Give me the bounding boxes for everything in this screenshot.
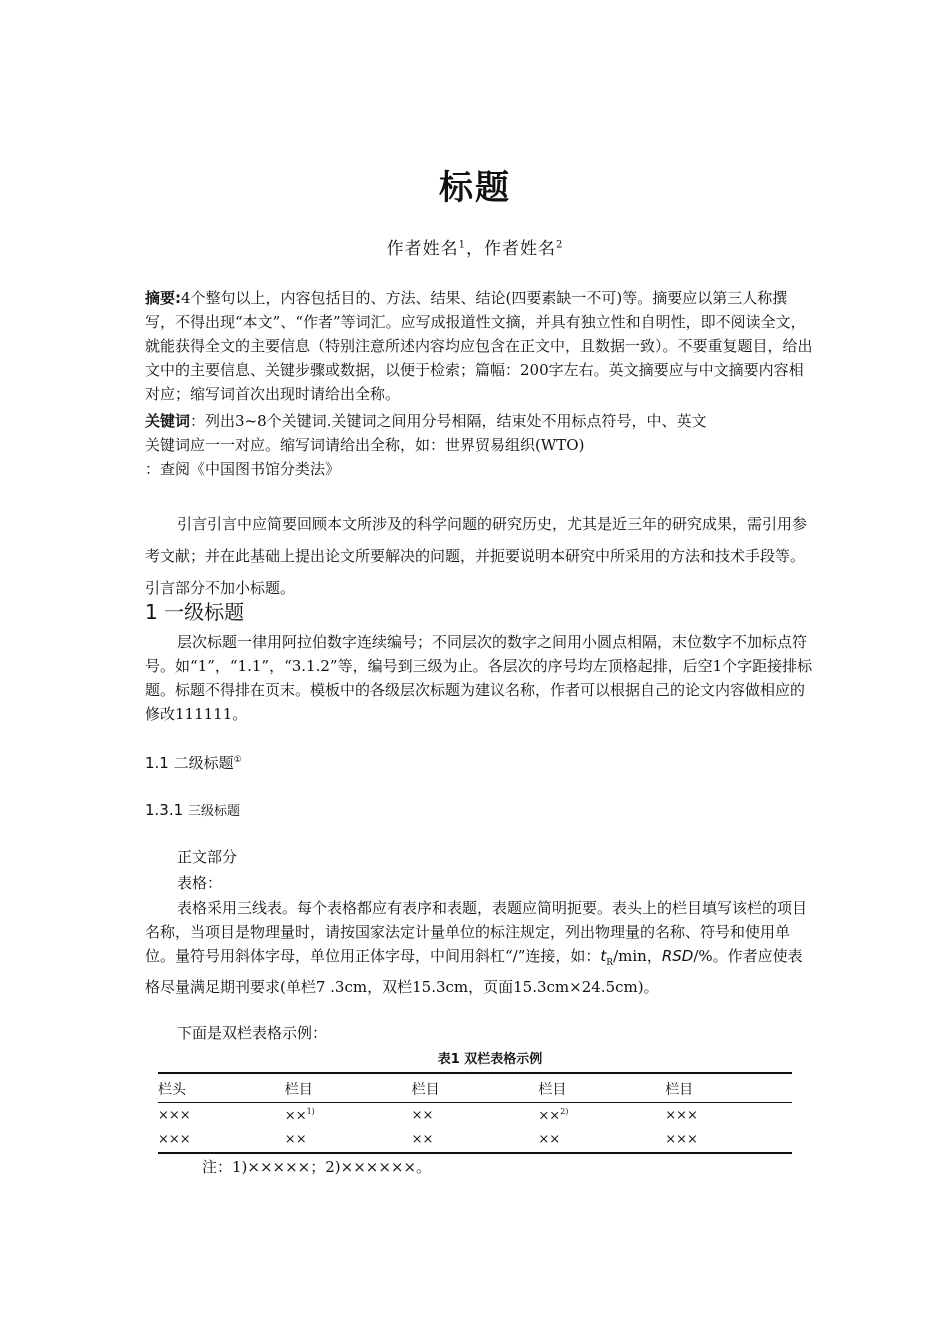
- header-cell: 栏目: [538, 1073, 665, 1103]
- header-cell: 栏头: [158, 1073, 285, 1103]
- symbol-rsd: RSD: [661, 947, 694, 965]
- heading-level-3: [145, 800, 240, 819]
- symbol-t: t: [600, 947, 607, 965]
- table-cell: ××: [285, 1128, 412, 1153]
- table-cell: ××: [411, 1107, 434, 1123]
- paragraph-text: /%。作者应使表格尽量满足期刊要求(单栏7 .3cm，双栏15.3cm，页面15.3cm×24.5cm)。: [145, 947, 803, 996]
- keywords: [145, 409, 813, 481]
- table-cell: ×××: [665, 1128, 792, 1153]
- author-name: 作者姓名: [386, 239, 459, 259]
- table-row: [158, 1128, 792, 1153]
- table-cell: ×××: [665, 1107, 698, 1123]
- body-label: 正文部分: [177, 848, 238, 866]
- keywords-label: 关键词: [145, 412, 191, 430]
- table-guidelines-paragraph: [145, 896, 813, 999]
- example-intro: 下面是双栏表格示例：: [177, 1024, 328, 1042]
- table-caption: 表1 双栏表格示例: [437, 1052, 543, 1067]
- document-title: 标题: [439, 168, 511, 208]
- note-mark: 2): [560, 1107, 569, 1116]
- table-cell: [285, 1103, 412, 1129]
- author-affiliation-mark: 1: [458, 239, 466, 251]
- header-cell: 栏目: [285, 1073, 412, 1103]
- author-line: [0, 234, 950, 259]
- cell-text: ××: [284, 1108, 307, 1124]
- abstract-label: 摘要:: [145, 289, 181, 307]
- cell-text: ××: [538, 1108, 561, 1124]
- author-name: 作者姓名: [484, 239, 556, 259]
- symbol-subscript: R: [606, 958, 614, 968]
- header-cell: 栏目: [412, 1073, 539, 1103]
- author-affiliation-mark: 2: [556, 239, 564, 251]
- abstract: [145, 286, 813, 406]
- heading-text: 1.1 二级标题: [145, 754, 234, 772]
- table-header-row: [158, 1073, 792, 1103]
- heading-number: 1.3.1: [145, 801, 184, 819]
- table-note: 注：1)×××××；2)××××××。: [202, 1158, 432, 1176]
- abstract-text: 4个整句以上，内容包括目的、方法、结果、结论(四要素缺一不可)等。摘要应以第三人称撰写，不得出现“本文”、“作者”等词汇。应写成报道性文摘，并具有独立性和自明性，即不阅读全文，就能获得全文的主要信息（特别注意所述内容均应包含在正文中，且数据一致）。不要重复题目，给出文中的主要信息、关键步骤或数据，以便于检索；篇幅：200字左右。英文摘要应与中文摘要内容相对应；缩写词首次出现时请给出全称。: [145, 289, 813, 403]
- author-separator: ，: [466, 239, 484, 259]
- table-row: [158, 1103, 792, 1129]
- heading-text: 三级标题: [187, 804, 240, 819]
- keywords-text: ：列出3~8个关键词.关键词之间用分号相隔，结束处不用标点符号，中、英文: [190, 412, 707, 430]
- section-paragraph: 层次标题一律用阿拉伯数字连续编号；不同层次的数字之间用小圆点相隔，末位数字不加标点符号。如“1”，“1.1”，“3.1.2”等，编号到三级为止。各层次的序号均左顶格起排，后空1个字距接排标题。标题不得排在页末。模板中的各级层次标题为建议名称，作者可以根据自己的论文内容做相应的修改111111。: [145, 633, 813, 723]
- introduction-paragraph: 引言引言中应简要回顾本文所涉及的科学问题的研究历史，尤其是近三年的研究成果，需引用参考文献；并在此基础上提出论文所要解决的问题，并扼要说明本研究中所采用的方法和技术手段等。引言部分不加小标题。: [145, 515, 808, 597]
- note-mark: 1): [306, 1107, 315, 1116]
- example-table: [158, 1072, 792, 1154]
- paragraph-text: 表格采用三线表。每个表格都应有表序和表题，表题应简明扼要。表头上的栏目填写该栏的项目名称，当项目是物理量时，请按国家法定计量单位的标注规定，列出物理量的名称、符号和使用单位。量符号用斜体字母，单位用正体字母，中间用斜杠“/”连接，如：: [145, 899, 808, 965]
- table-cell: ×××: [158, 1128, 285, 1153]
- keywords-line: [145, 409, 813, 433]
- footnote-mark: ①: [233, 755, 242, 765]
- table-cell: ××: [538, 1128, 665, 1153]
- header-cell: 栏目: [665, 1073, 792, 1103]
- heading-level-2: [145, 752, 242, 773]
- table-cell: [538, 1103, 665, 1129]
- keywords-line: 关键词应一一对应。缩写词请给出全称，如：世界贸易组织(WTO): [145, 436, 585, 454]
- heading-level-1: 1 一级标题: [145, 600, 245, 624]
- table-cell: ×××: [158, 1107, 191, 1123]
- paragraph-text: /min，: [613, 947, 662, 965]
- table-label: 表格：: [177, 874, 223, 892]
- table-cell: ××: [412, 1128, 539, 1153]
- classification-line: ：查阅《中国图书馆分类法》: [145, 460, 341, 478]
